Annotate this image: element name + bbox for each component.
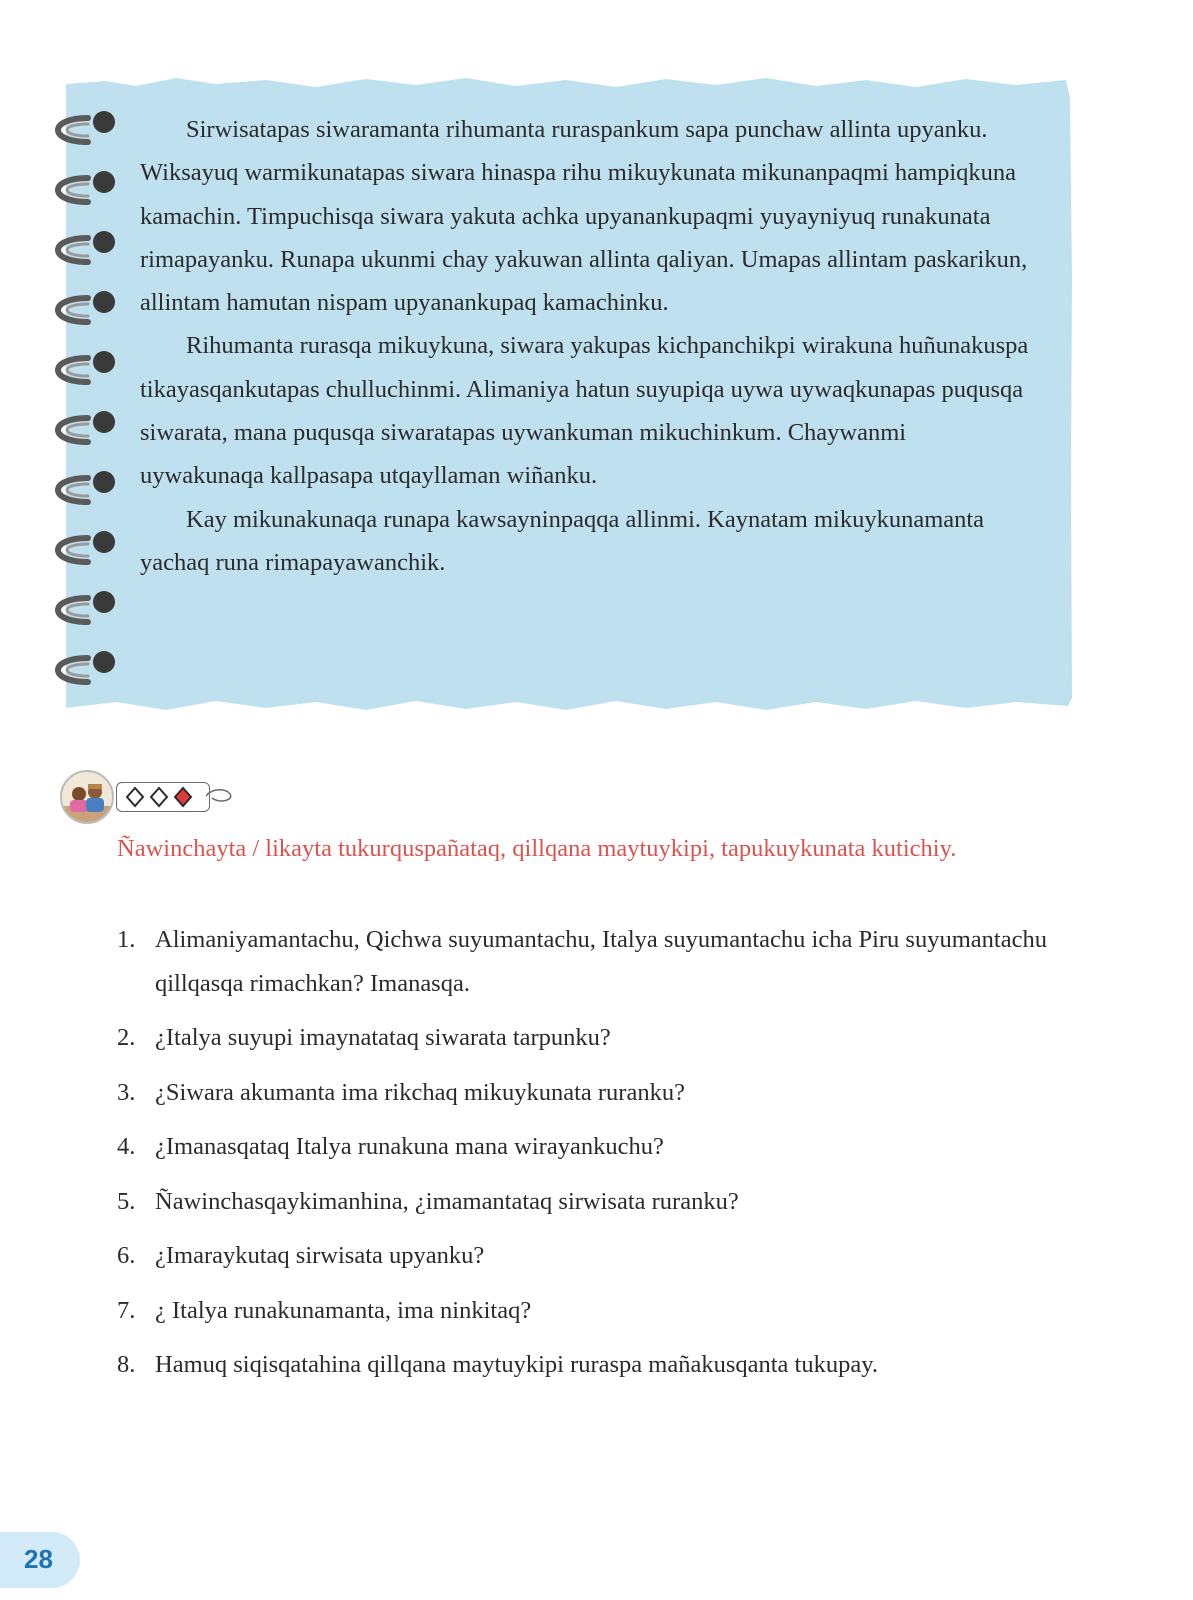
difficulty-level-indicator xyxy=(116,782,210,812)
question-text: ¿Italya suyupi imaynatataq siwarata tarpunku? xyxy=(155,1024,611,1051)
activity-badge xyxy=(60,770,240,822)
reading-paragraph-3: Kay mikunakunaqa runapa kawsayninpaqqa allinmi. Kaynatam mikuykunamanta yachaq runa rimapayawanchik. xyxy=(140,505,985,576)
reading-text xyxy=(140,108,1030,584)
question-number: 4. xyxy=(117,1133,136,1160)
question-text: Alimaniyamantachu, Qichwa suyumantachu, Italya suyumantachu icha Piru suyumantachu qillqasqa rimachkan? Imanasqa. xyxy=(155,926,1047,997)
question-item xyxy=(117,1125,1077,1169)
activity-instruction: Ñawinchayta / likayta tukurquspañataq, qillqana maytuykipi, tapukuykunata kutichiy. xyxy=(117,835,957,862)
page-number: 28 xyxy=(24,1544,53,1574)
spiral-ring xyxy=(58,111,115,142)
question-number: 5. xyxy=(117,1187,136,1215)
question-number: 1. xyxy=(117,926,136,953)
question-text: ¿Imanasqataq Italya runakuna mana wirayankuchu? xyxy=(155,1133,664,1160)
diamond-icon xyxy=(151,788,167,806)
question-number: 2. xyxy=(117,1024,136,1051)
question-text: ¿Imaraykutaq sirwisata upyanku? xyxy=(155,1242,485,1269)
question-text: Hamuq siqisqatahina qillqana maytuykipi ruraspa mañakusqanta tukupay. xyxy=(155,1351,879,1378)
question-text: ¿Siwara akumanta ima rikchaq mikuykunata ruranku? xyxy=(155,1078,685,1106)
question-number: 8. xyxy=(117,1351,136,1378)
students-avatar-icon xyxy=(60,770,114,824)
question-number: 6. xyxy=(117,1242,136,1269)
question-number: 7. xyxy=(117,1296,136,1324)
tag-loop-icon xyxy=(206,786,234,806)
question-item xyxy=(117,1071,1077,1115)
spiral-binding xyxy=(38,110,128,710)
reading-paragraph-2: Rihumanta rurasqa mikuykuna, siwara yakupas kichpanchikpi wirakuna huñunakuspa tikayasqankutapas chulluchinmi. Alimaniya hatun suyupiqa uywa uywaqkunapas puqusqa siwarata, mana puqusqa siwaratapas uywankuman mikuchinkum. Chaywanmi uywakunaqa kallpasapa utqayllaman wiñanku. xyxy=(140,332,1029,490)
question-text: Ñawinchasqaykimanhina, ¿imamantataq sirwisata ruranku? xyxy=(155,1187,739,1215)
question-item xyxy=(117,1234,1077,1278)
question-item xyxy=(117,918,1077,1005)
page-number-tab xyxy=(0,1532,80,1588)
question-item xyxy=(117,1289,1077,1333)
diamond-filled-icon xyxy=(175,788,191,806)
question-item xyxy=(117,1016,1077,1060)
question-item xyxy=(117,1180,1077,1224)
question-text: ¿ Italya runakunamanta, ima ninkitaq? xyxy=(155,1296,532,1324)
reading-paragraph-1: Sirwisatapas siwaramanta rihumanta ruraspankum sapa punchaw allinta upyanku. Wiksayuq warmikunatapas siwara hinaspa rihu mikuykunata mikunanpaqmi hampiqkuna kamachin. Timpuchisqa siwara yakuta achka upyanankupaqmi yuyayniyuq runakunata rimapayanku. Runapa ukunmi chay yakuwan allinta qaliyan. Umapas allintam paskarikun, allintam hamutan nispam upyanankupaq kamachinku. xyxy=(140,116,1028,317)
question-list xyxy=(117,918,1077,1398)
question-item xyxy=(117,1343,1077,1387)
question-number: 3. xyxy=(117,1078,136,1106)
diamond-icon xyxy=(127,788,143,806)
